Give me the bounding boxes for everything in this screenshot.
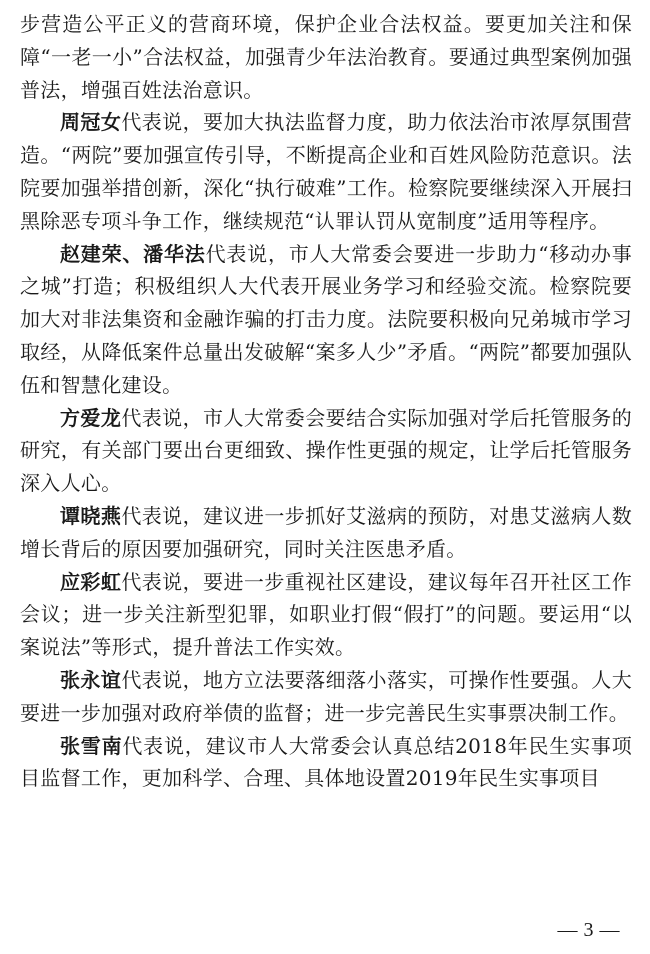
document-body: [20, 8, 632, 795]
speaker-name: 张雪南: [60, 733, 123, 758]
speaker-name: 张永谊: [60, 667, 122, 692]
paragraph-text: 代表说，要加大执法监督力度，助力依法治市浓厚氛围营造。“两院”要加强宣传引导，不断提高企业和百姓风险防范意识。法院要加强举措创新，深化“执行破难”工作。检察院要继续深入开展扫黑除恶专项斗争工作，继续规范“认罪认罚从宽制度”适用等程序。: [20, 110, 633, 233]
paragraph-speaker-statement: [20, 566, 632, 664]
page-number: — 3 —: [557, 919, 620, 941]
paragraph-text: 代表说，市人大常委会要结合实际加强对学后托管服务的研究，有关部门要出台更细致、操作性更强的规定，让学后托管服务深入人心。: [20, 405, 633, 496]
paragraph-continued: [20, 8, 632, 106]
speaker-name: 谭晓燕: [60, 503, 122, 528]
paragraph-text: 代表说，市人大常委会要进一步助力“移动办事之城”打造；积极组织人大代表开展业务学习和经验交流。检察院要加大对非法集资和金融诈骗的打击力度。法院要积极向兄弟城市学习取经，从降低案件总量出发破解“案多人少”矛盾。“两院”都要加强队伍和智慧化建设。: [20, 241, 632, 397]
paragraph-text: 代表说，建议进一步抓好艾滋病的预防，对患艾滋病人数增长背后的原因要加强研究，同时关注医患矛盾。: [20, 503, 633, 561]
speaker-name: 方爱龙: [60, 405, 122, 430]
paragraph-speaker-statement: [20, 500, 632, 566]
paragraph-text: 步营造公平正义的营商环境，保护企业合法权益。要更加关注和保障“一老一小”合法权益，加强青少年法治教育。要通过典型案例加强普法，增强百姓法治意识。: [20, 12, 632, 102]
paragraph-text: 代表说，地方立法要落细落小落实，可操作性要强。人大要进一步加强对政府举债的监督；进一步完善民生实事票决制工作。: [20, 667, 633, 725]
paragraph-speaker-statement: [20, 730, 632, 796]
speaker-name: 应彩虹: [60, 569, 122, 594]
paragraph-speaker-statement: [20, 402, 632, 500]
paragraph-speaker-statement: [20, 106, 632, 237]
paragraph-speaker-statement: [20, 238, 632, 402]
paragraph-text: 代表说，建议市人大常委会认真总结2018年民生实事项目监督工作，更加科学、合理、具体地设置2019年民生实事项目: [20, 733, 632, 791]
speaker-name: 周冠女: [60, 110, 122, 135]
speaker-name: 赵建荣、潘华法: [60, 241, 206, 266]
paragraph-text: 代表说，要进一步重视社区建设，建议每年召开社区工作会议；进一步关注新型犯罪，如职业打假“假打”的问题。要运用“以案说法”等形式，提升普法工作实效。: [20, 569, 633, 660]
paragraph-speaker-statement: [20, 664, 632, 730]
